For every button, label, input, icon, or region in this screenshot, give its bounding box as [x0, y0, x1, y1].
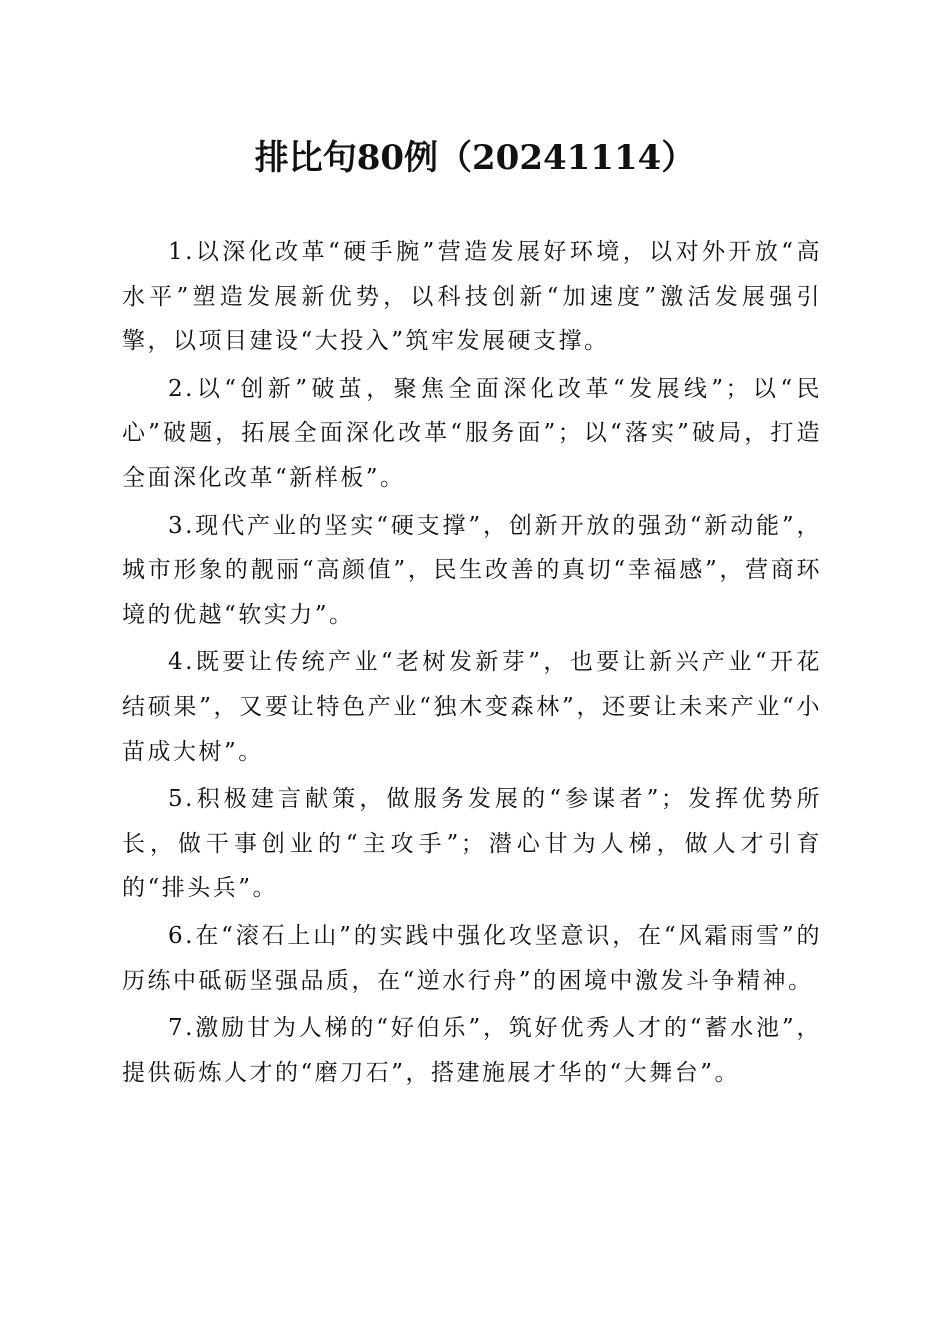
paragraph-2: 2.以“创新”破茧，聚焦全面深化改革“发展线”；以“民心”破题，拓展全面深化改革“服务面”；以“落实”破局，打造全面深化改革“新样板”。 — [122, 375, 822, 491]
paragraph-7: 7.激励甘为人梯的“好伯乐”，筑好优秀人才的“蓄水池”，提供砺炼人才的“磨刀石”，搭建施展才华的“大舞台”。 — [122, 1015, 822, 1086]
document-title: 排比句80例（20241114） — [254, 138, 696, 178]
paragraph-5: 5.积极建言献策，做服务发展的“参谋者”；发挥优势所长，做干事创业的“主攻手”；潜心甘为人梯，做人才引育的“排头兵”。 — [122, 786, 822, 902]
paragraph-3: 3.现代产业的坚实“硬支撑”，创新开放的强劲“新动能”，城市形象的靓丽“高颜值”，民生改善的真切“幸福感”，营商环境的优越“软实力”。 — [122, 512, 822, 628]
paragraph-4: 4.既要让传统产业“老树发新芽”，也要让新兴产业“开花结硕果”，又要让特色产业“独木变森林”，还要让未来产业“小苗成大树”。 — [122, 649, 822, 765]
paragraph-6: 6.在“滚石上山”的实践中强化攻坚意识，在“风霜雨雪”的历练中砥砺坚强品质，在“逆水行舟”的困境中激发斗争精神。 — [122, 922, 822, 994]
paragraph-1: 1.以深化改革“硬手腕”营造发展好环境，以对外开放“高水平”塑造发展新优势，以科技创新“加速度”激活发展强引擎，以项目建设“大投入”筑牢发展硬支撑。 — [122, 239, 822, 355]
document-body — [122, 230, 822, 1098]
